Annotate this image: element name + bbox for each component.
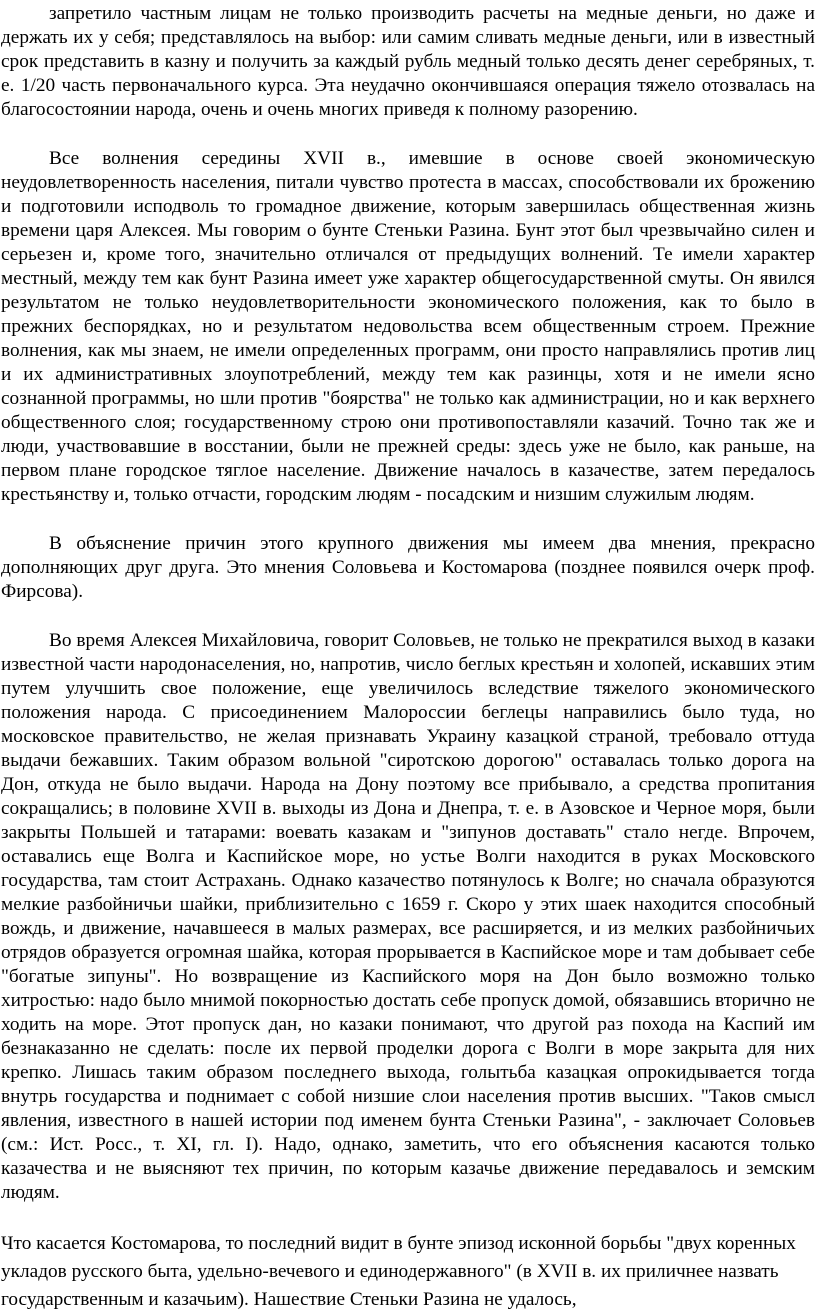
paragraph-currency-reform: запретило частным лицам не только производить расчеты на медные деньги, но даже и держать их у себя; представлялось на выбор: или самим сливать медные деньги, или в известный срок представить в казну и получить за каждый рубль медный только десять денег серебряных, т. е. 1/20 часть первоначального курса. Эта неудачно окончившаяся операция тяжело отозвалась на благосостоянии народа, очень и очень многих приведя к полному разорению. [1, 3, 815, 120]
paragraph-two-opinions: В объяснение причин этого крупного движения мы имеем два мнения, прекрасно дополняющих друг друга. Это мнения Соловьева и Костомарова (позднее появился очерк проф. Фирсова). [1, 533, 815, 602]
paragraph-kostomarov-view: Что касается Костомарова, то последний видит в бунте эпизод исконной борьбы "двух коренных укладов русского быта, удельно-вечевого и единодержавного" (в XVII в. их приличнее назвать государственным и казачьим). Нашествие Стеньки Разина не удалось, [1, 1233, 796, 1310]
paragraph-soloviev-view: Во время Алексея Михайловича, говорит Соловьев, не только не прекратился выход в казаки известной части народонаселения, но, напротив, число беглых крестьян и холопей, искавших этим путем улучшить свое положение, еще увеличилось вследствие тяжелого экономического положения народа. С присоединением Малороссии беглецы направились было туда, но московское правительство, не желая признавать Украину казацкой страной, требовало оттуда выдачи бежавших. Таким образом вольной "сиротскою дорогою" оставалась только дорога на Дон, откуда не было выдачи. Народа на Дону поэтому все прибывало, а средства пропитания сокращались; в половине XVII в. выходы из Дона и Днепра, т. е. в Азовское и Черное моря, были закрыты Польшей и татарами: воевать казакам и "зипунов доставать" стало негде. Впрочем, оставались еще Волга и Каспийское море, но устье Волги находится в руках Московского государства, там стоит Астрахань. Однако казачество потянулось к Волге; но сначала образуются мелкие разбойничьи шайки, приблизительно с 1659 г. Скоро у этих шаек находится способный вождь, и движение, начавшееся в малых размерах, все расширяется, и из мелких разбойничьих отрядов образуется огромная шайка, которая прорывается в Каспийское море и там добывает себе "богатые зипуны". Но возвращение из Каспийского моря на Дон было возможно только хитростью: надо было мнимой покорностью достать себе пропуск домой, обязавшись вторично не ходить на море. Этот пропуск дан, но казаки понимают, что другой раз похода на Каспий им безнаказанно не сделать: после их первой проделки дорога с Волги в море закрыта для них крепко. Лишась таким образом последнего выхода, голытьба казацкая опрокидывается тогда внутрь государства и поднимает с собой низшие слои населения против высших. "Таков смысл явления, известного в нашей истории под именем бунта Стеньки Разина", - заключает Соловьев (см.: Ист. Росс., т. XI, гл. I). Надо, однако, заметить, что его объяснения касаются только казачества и не выясняют тех причин, по которым казачье движение передавалось и земским людям. [1, 630, 815, 1203]
paragraph-razin-uprising: Все волнения середины XVII в., имевшие в основе своей экономическую неудовлетворенность населения, питали чувство протеста в массах, способствовали их брожению и подготовили исподволь то громадное движение, которым завершилась общественная жизнь времени царя Алексея. Мы говорим о бунте Стеньки Разина. Бунт этот был чрезвычайно силен и серьезен и, кроме того, значительно отличался от предыдущих волнений. Те имели характер местный, между тем как бунт Разина имеет уже характер общегосударственной смуты. Он явился результатом не только неудовлетворительности экономического положения, как то было в прежних беспорядках, но и результатом недовольства всем общественным строем. Прежние волнения, как мы знаем, не имели определенных программ, они просто направлялись против лиц и их административных злоупотреблений, между тем как разинцы, хотя и не имели ясно сознанной программы, но шли против "боярства" не только как администрации, но и как верхнего общественного слоя; государственному строю они противопоставляли казачий. Точно так же и люди, участвовавшие в восстании, были не прежней среды: здесь уже не было, как раньше, на первом плане городское тяглое население. Движение началось в казачестве, затем передалось крестьянству и, только отчасти, городским людям - посадским и низшим служилым людям. [1, 148, 815, 505]
